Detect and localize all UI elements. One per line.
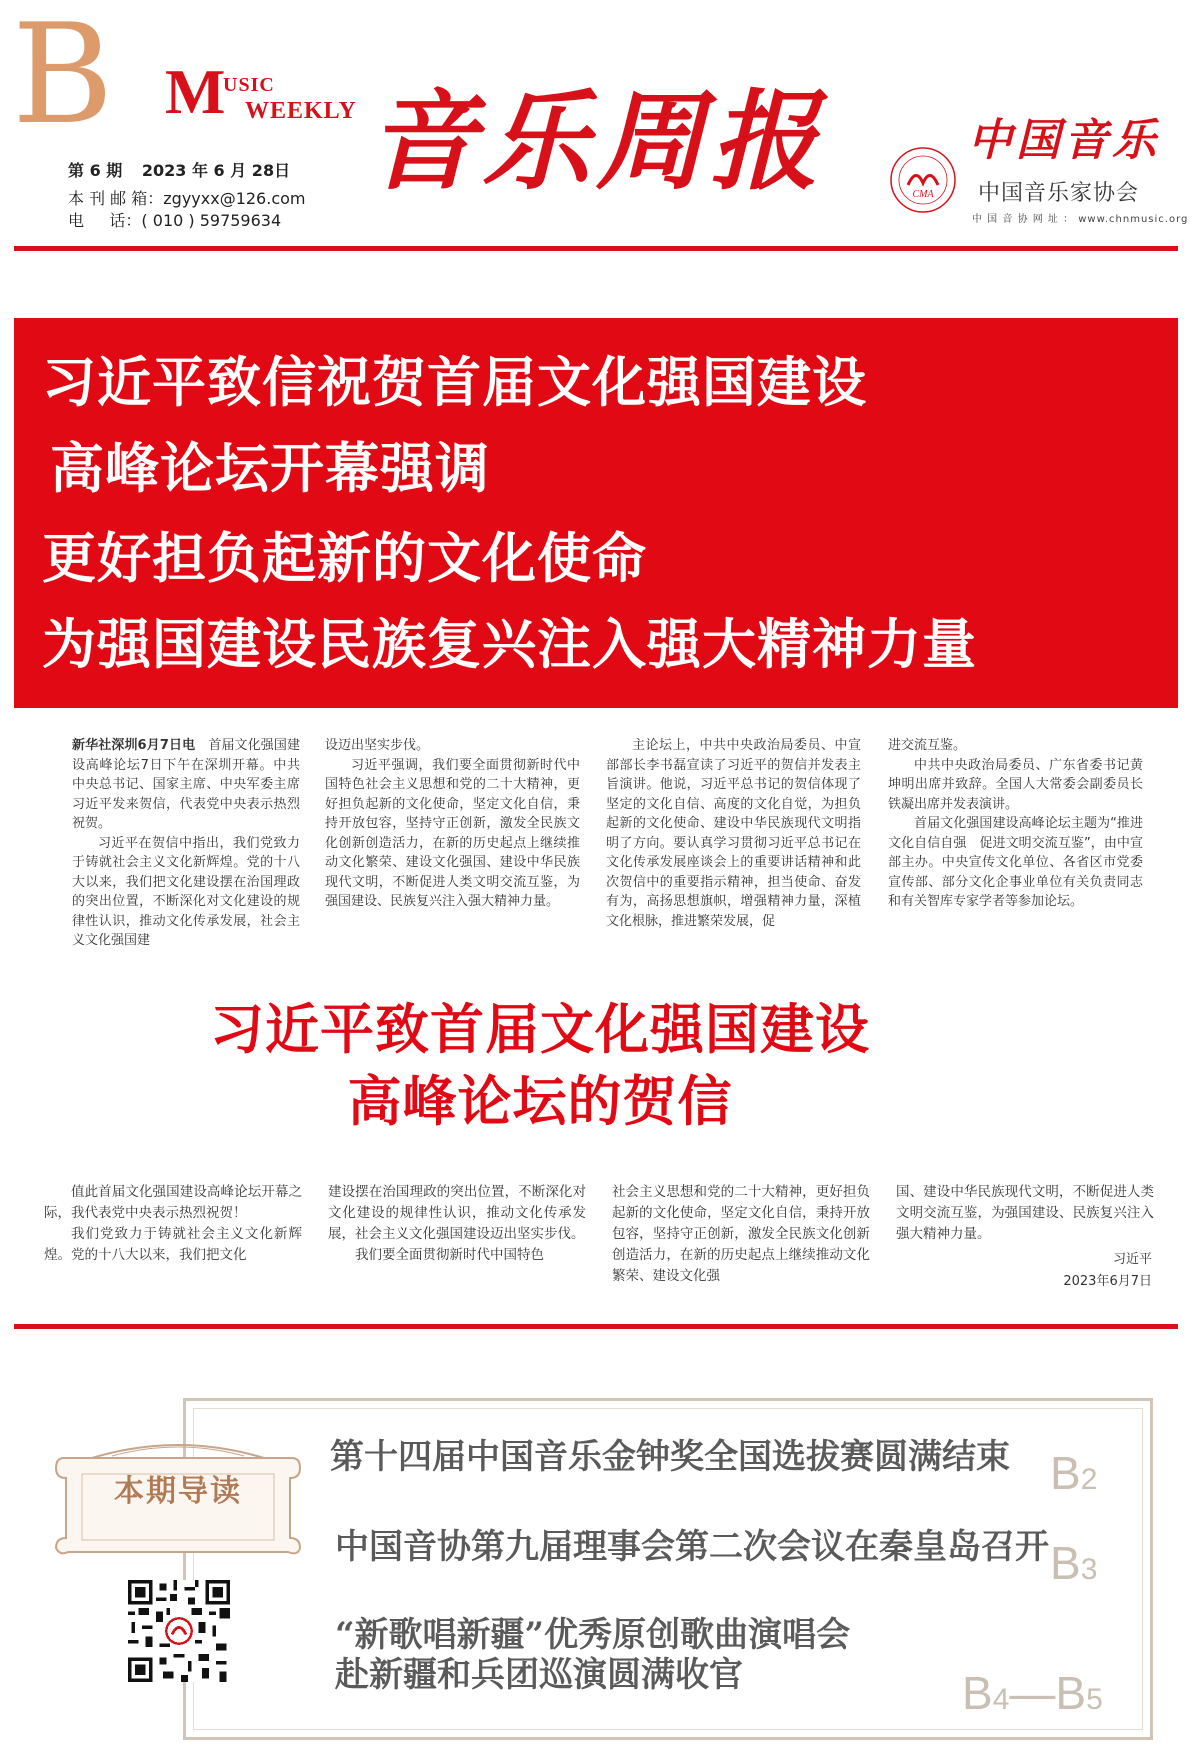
article-col2-para-1: 设迈出坚实步伐。 bbox=[325, 738, 430, 753]
letter-column-3 bbox=[612, 1182, 870, 1287]
headline-banner bbox=[14, 318, 1178, 708]
article-col4-para-1: 进交流互鉴。 bbox=[888, 738, 967, 753]
headline-line-3: 更好担负起新的文化使命 bbox=[42, 527, 647, 590]
guide-badge-text: 本期导读 bbox=[114, 1474, 242, 1509]
letter-title-line-2: 高峰论坛的贺信 bbox=[347, 1070, 733, 1133]
headline-line-4: 为强国建设民族复兴注入强大精神力量 bbox=[42, 613, 977, 676]
assoc-name: 中国音乐家协会 bbox=[978, 181, 1140, 206]
music-weekly-logo bbox=[165, 56, 365, 127]
letter-title-line-1: 习近平致首届文化强国建设 bbox=[210, 998, 870, 1061]
guide-page-ref-3: B4—B5 bbox=[962, 1667, 1103, 1719]
article-col3-para-1: 主论坛上，中共中央政治局委员、中宣部部长李书磊宣读了习近平的贺信并发表主旨演讲。他说，习近平总书记的贺信体现了坚定的文化自信、高度的文化自觉，为担负起新的文化使命、建设中华民族现代文明指明了方向。要认真学习贯彻习近平总书记在文化传承发展座谈会上的重要讲话精神和此次贺信中的重要指示精神，担当使命、奋发有为，高扬思想旗帜，增强精神力量，深植文化根脉，推进繁荣发展，促 bbox=[606, 738, 861, 929]
guide-item-2[interactable]: 中国音协第九届理事会第二次会议在秦皇岛召开 bbox=[335, 1527, 1049, 1567]
masthead-rule bbox=[14, 246, 1178, 251]
article-column-2 bbox=[325, 736, 580, 912]
article-col4-para-3: 首届文化强国建设高峰论坛主题为“推进文化自信自强 促进文明交流互鉴”，由中宣部主办。中央宣传文化单位、各省区市党委宣传部、部分文化企事业单位有关负责同志和有关智库专家学者等参加论坛。 bbox=[888, 816, 1143, 909]
article-col4-para-2: 中共中央政治局委员、广东省委书记黄坤明出席并致辞。全国人大常委会副委员长铁凝出席并发表演讲。 bbox=[888, 757, 1143, 812]
letter-bottom-rule bbox=[14, 1324, 1178, 1329]
letter-col1-para-1: 值此首届文化强国建设高峰论坛开幕之际，我代表党中央表示热烈祝贺！ bbox=[44, 1184, 302, 1221]
headline-line-2: 高峰论坛开幕强调 bbox=[50, 437, 490, 500]
article-column-4 bbox=[888, 736, 1143, 912]
article-col1-para-1: 首届文化强国建设高峰论坛7日下午在深圳开幕。中共中央总书记、国家主席、中央军委主席习近平发来贺信，代表党中央表示热烈祝贺。 bbox=[72, 738, 300, 831]
issue-info bbox=[68, 158, 304, 181]
assoc-website: 中 国 音 协 网 址 ： www.chnmusic.org bbox=[972, 214, 1189, 225]
article-dateline: 新华社深圳6月7日电 bbox=[72, 738, 196, 753]
assoc-calligraphy: 中国音乐 bbox=[968, 115, 1160, 166]
calligraphy-title: 音乐周报 bbox=[368, 79, 825, 205]
guide-page-ref-2: B3 bbox=[1050, 1537, 1098, 1589]
emblem-label: CMA bbox=[912, 189, 934, 200]
issue-date: 2023 年 6 月 28日 bbox=[141, 161, 291, 180]
headline-line-1: 习近平致信祝贺首届文化强国建设 bbox=[42, 351, 867, 414]
article-col1-para-2: 习近平在贺信中指出，我们党致力于铸就社会主义文化新辉煌。党的十八大以来，我们把文化建设摆在治国理政的突出位置，不断深化对文化建设的规律性认识，推动文化传承发展，社会主义文化强国建 bbox=[72, 835, 300, 948]
letter-col2-para-1: 建设摆在治国理政的突出位置，不断深化对文化建设的规律性认识，推动文化传承发展，社会主义文化强国建设迈出坚实步伐。 bbox=[328, 1184, 586, 1242]
letter-col2-para-2: 我们要全面贯彻新时代中国特色 bbox=[355, 1247, 544, 1263]
guide-item-1[interactable]: 第十四届中国音乐金钟奖全国选拔赛圆满结束 bbox=[330, 1437, 1010, 1477]
article-column-1 bbox=[72, 736, 300, 951]
phone-line: 电 话：( 010 ) 59759634 bbox=[68, 211, 282, 230]
letter-column-1 bbox=[44, 1182, 302, 1266]
article-column-3 bbox=[606, 736, 861, 931]
guide-page-ref-1: B2 bbox=[1050, 1447, 1098, 1499]
letter-col3-para-1: 社会主义思想和党的二十大精神，更好担负起新的文化使命，坚定文化自信，秉持开放包容，坚持守正创新，激发全民族文化创新创造活力，在新的历史起点上继续推动文化繁荣、建设文化强 bbox=[612, 1184, 870, 1284]
letter-signature: 习近平 bbox=[1112, 1252, 1152, 1267]
email-line: 本 刊 邮 箱：zgyyxx@126.com bbox=[68, 189, 306, 208]
logo-weekly: WEEKLY bbox=[245, 98, 357, 124]
section-letter: B bbox=[12, 0, 114, 155]
logo-m: M bbox=[165, 56, 226, 127]
cma-emblem-icon bbox=[888, 145, 958, 215]
letter-date: 2023年6月7日 bbox=[1063, 1274, 1152, 1289]
guide-item-3-line-2[interactable]: 赴新疆和兵团巡演圆满收官 bbox=[335, 1655, 743, 1695]
qr-code-icon bbox=[128, 1580, 230, 1682]
letter-col4-para-1: 国、建设中华民族现代文明，不断促进人类文明交流互鉴，为强国建设、民族复兴注入强大精神力量。 bbox=[896, 1184, 1154, 1242]
guide-item-3-line-1[interactable]: “新歌唱新疆”优秀原创歌曲演唱会 bbox=[335, 1615, 851, 1655]
letter-col1-para-2: 我们党致力于铸就社会主义文化新辉煌。党的十八大以来，我们把文化 bbox=[44, 1226, 302, 1263]
letter-column-2 bbox=[328, 1182, 586, 1266]
issue-number: 第 6 期 bbox=[68, 161, 123, 180]
logo-music: USIC bbox=[223, 74, 275, 96]
letter-column-4 bbox=[896, 1182, 1154, 1245]
guide-badge bbox=[52, 1428, 304, 1558]
article-col2-para-2: 习近平强调，我们要全面贯彻新时代中国特色社会主义思想和党的二十大精神，更好担负起新的文化使命，坚定文化自信，秉持开放包容，坚持守正创新，激发全民族文化创新创造活力，在新的历史起点上继续推动文化繁荣、建设文化强国、建设中华民族现代文明，不断促进人类文明交流互鉴，为强国建设、民族复兴注入强大精神力量。 bbox=[325, 757, 580, 909]
